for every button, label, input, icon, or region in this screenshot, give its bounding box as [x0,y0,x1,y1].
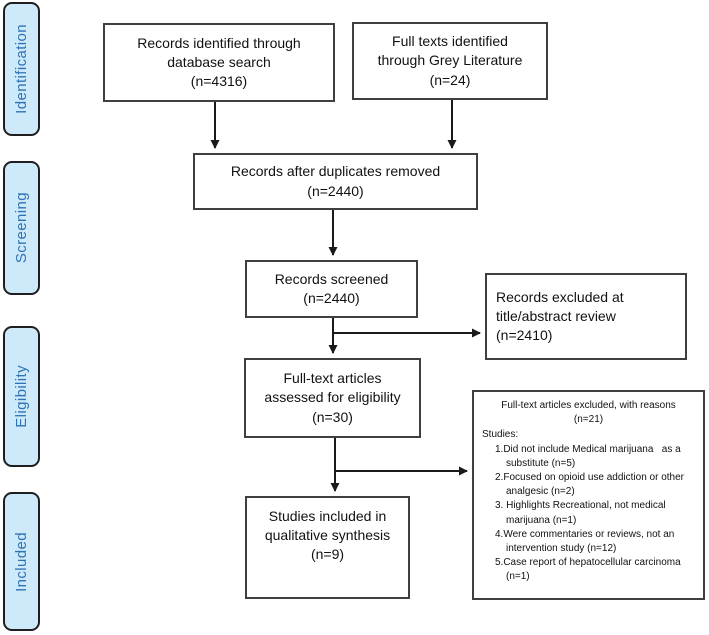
exclusion-reason: 3. Highlights Recreational, not medical marijuana (n=1) [495,500,669,526]
box-studies-included-line: qualitative synthesis [264,527,391,544]
box-grey-literature-line: Full texts identified [392,33,508,50]
box-records-identified-line: database search [167,53,271,70]
box-fulltext-assessed [244,358,421,438]
box-studies-included [245,496,410,599]
stage-screening-label: Screening [13,192,30,264]
stage-eligibility [3,326,40,467]
stage-screening [3,161,40,295]
box-records-identified-count: (n=4316) [190,73,248,90]
box-duplicates-removed-line: Records after duplicates removed [230,163,441,180]
exclusion-reason: 4.Were commentaries or reviews, not an intervention study (n=12) [495,528,678,554]
box-fulltext-assessed-line: assessed for eligibility [264,389,401,406]
stage-identification-label: Identification [13,24,30,114]
box-records-excluded-line: Records excluded at [496,288,624,305]
stage-included-label: Included [13,531,30,592]
exclusion-reason: 5.Case report of hepatocellular carcinoma (n=1) [495,557,684,583]
box-studies-included-line: Studies included in [268,508,387,524]
box-records-screened [245,260,418,318]
exclusion-reason: 2.Focused on opioid use addiction or other analgesic (n=2) [495,471,687,498]
stage-identification [3,2,40,136]
box-grey-literature-count: (n=24) [429,71,471,88]
box-duplicates-removed [193,153,478,210]
box-records-identified [103,23,335,102]
box-records-excluded-line: title/abstract review [496,307,616,324]
box-records-excluded [485,273,687,360]
box-studies-included-count: (n=9) [310,546,345,563]
fulltext-excluded-subtitle: Studies: [482,429,519,441]
box-fulltext-assessed-count: (n=30) [312,408,353,425]
stage-included [3,492,40,631]
box-records-screened-line: Records screened [274,270,389,287]
fulltext-excluded-title: Full-text articles excluded, with reasons [501,400,676,411]
box-grey-literature [352,22,548,100]
box-records-identified-line: Records identified through [137,34,301,51]
box-fulltext-excluded-reasons [472,390,705,600]
exclusion-reason: 1.Did not include Medical marijuana as a substitute (n=5) [495,443,684,469]
box-records-screened-count: (n=2440) [303,290,360,306]
fulltext-excluded-count: (n=21) [573,414,604,426]
box-grey-literature-line: through Grey Literature [377,52,523,69]
box-duplicates-removed-count: (n=2440) [307,182,364,199]
box-records-excluded-count: (n=2410) [496,327,553,344]
stage-eligibility-label: Eligibility [13,365,30,428]
box-fulltext-assessed-line: Full-text articles [283,370,382,387]
